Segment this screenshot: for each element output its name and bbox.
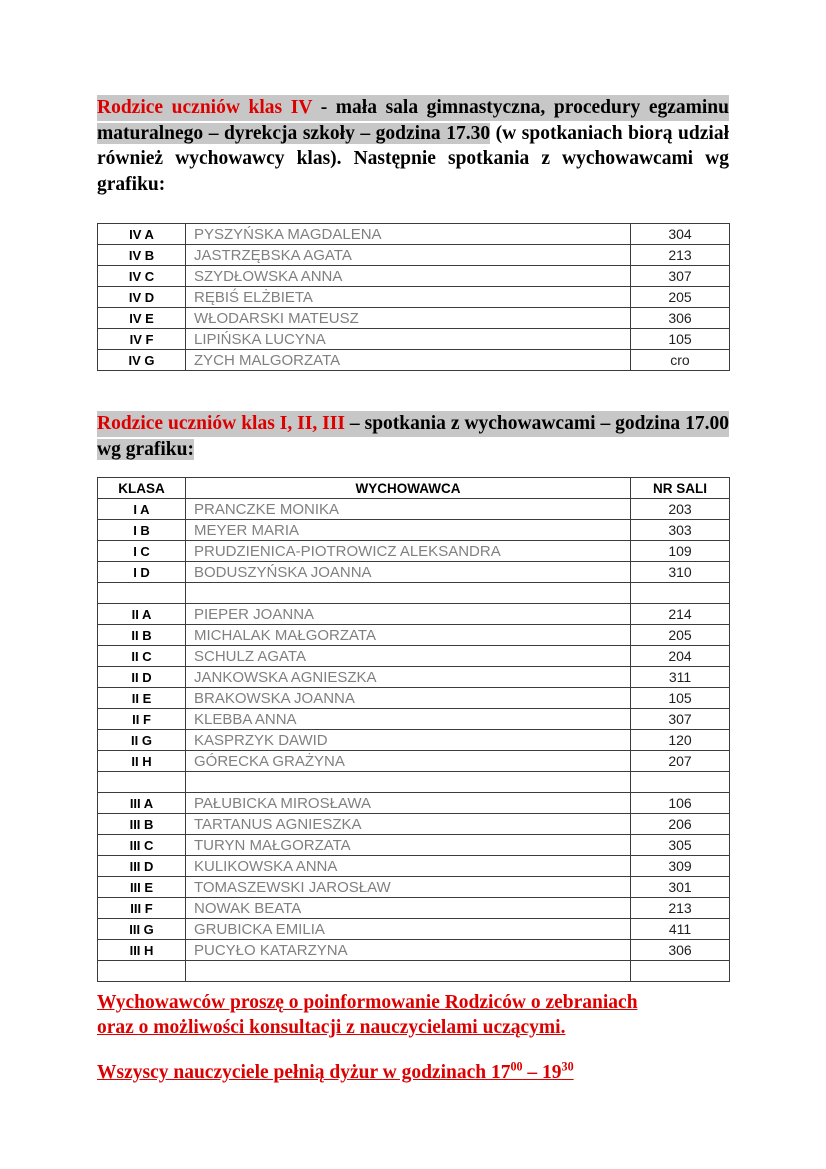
table-row [98, 877, 730, 898]
class-cell: IV G [98, 350, 186, 371]
teacher-cell: NOWAK BEATA [186, 898, 631, 919]
class-cell: I D [98, 562, 186, 583]
teacher-cell: SZYDŁOWSKA ANNA [186, 266, 631, 287]
room-cell: 205 [631, 625, 730, 646]
header-nr-sali: NR SALI [631, 478, 730, 499]
table-row [98, 287, 730, 308]
table-row [98, 266, 730, 287]
room-cell: 109 [631, 541, 730, 562]
class-cell: IV C [98, 266, 186, 287]
teacher-cell: MICHALAK MAŁGORZATA [186, 625, 631, 646]
heading-klas-iv [97, 95, 729, 197]
teacher-cell: TURYN MAŁGORZATA [186, 835, 631, 856]
room-cell: 304 [631, 224, 730, 245]
teacher-cell: PYSZYŃSKA MAGDALENA [186, 224, 631, 245]
teacher-cell: WŁODARSKI MATEUSZ [186, 308, 631, 329]
room-cell: 214 [631, 604, 730, 625]
table-row [98, 245, 730, 266]
heading-all-line2-highlight: wg grafiku: [97, 438, 194, 460]
room-cell: 213 [631, 898, 730, 919]
table-row [98, 709, 730, 730]
heading-all-line1 [97, 411, 729, 437]
class-cell: III H [98, 940, 186, 961]
teacher-cell: TARTANUS AGNIESZKA [186, 814, 631, 835]
room-cell: 307 [631, 709, 730, 730]
teacher-cell: PRUDZIENICA-PIOTROWICZ ALEKSANDRA [186, 541, 631, 562]
heading-all-red-text: Rodzice uczniów klas I, II, III [97, 413, 345, 434]
class-cell: IV A [98, 224, 186, 245]
room-cell: 307 [631, 266, 730, 287]
heading-iv-line2 [97, 121, 729, 147]
table-row [98, 961, 730, 982]
class-cell: II E [98, 688, 186, 709]
teacher-cell [186, 961, 631, 982]
class-cell: I B [98, 520, 186, 541]
class-cell [98, 583, 186, 604]
teacher-cell: LIPIŃSKA LUCYNA [186, 329, 631, 350]
heading-all-line2 [97, 437, 729, 463]
table-header-row [98, 478, 730, 499]
room-cell: 301 [631, 877, 730, 898]
class-cell: III E [98, 877, 186, 898]
class-cell [98, 961, 186, 982]
duty-end-superscript: 30 [561, 1059, 574, 1074]
footer-note-line1: Wychowawców proszę o poinformowanie Rodziców o zebraniach [97, 992, 638, 1013]
teacher-cell: KASPRZYK DAWID [186, 730, 631, 751]
table-row [98, 751, 730, 772]
class-cell [98, 772, 186, 793]
class-cell: II F [98, 709, 186, 730]
duty-prefix: Wszyscy nauczyciele pełnią dyżur w godzinach 17 [97, 1062, 511, 1083]
class-cell: III B [98, 814, 186, 835]
class-cell: I A [98, 499, 186, 520]
class-cell: II A [98, 604, 186, 625]
heading-iv-red-text: Rodzice uczniów klas IV [97, 97, 321, 118]
table-row [98, 814, 730, 835]
table-row [98, 224, 730, 245]
teacher-cell: TOMASZEWSKI JAROSŁAW [186, 877, 631, 898]
header-klasa: KLASA [98, 478, 186, 499]
room-cell: 311 [631, 667, 730, 688]
room-cell: 203 [631, 499, 730, 520]
table-row [98, 604, 730, 625]
teacher-cell: SCHULZ AGATA [186, 646, 631, 667]
room-cell: 306 [631, 940, 730, 961]
room-cell: 310 [631, 562, 730, 583]
table-row [98, 688, 730, 709]
room-cell: 303 [631, 520, 730, 541]
class-cell: I C [98, 541, 186, 562]
table-row [98, 898, 730, 919]
table-row [98, 308, 730, 329]
duty-start-superscript: 00 [510, 1059, 523, 1074]
room-cell: 205 [631, 287, 730, 308]
table-row [98, 919, 730, 940]
class-cell: II G [98, 730, 186, 751]
class-cell: III C [98, 835, 186, 856]
heading-iv-line4: grafiku: [97, 173, 166, 195]
heading-iv-line3: również wychowawcy klas). Następnie spotkania z wychowawcami wg [97, 148, 729, 169]
heading-iv-line1-rest: - mała sala gimnastyczna, procedury egzaminu [320, 97, 729, 118]
room-cell: 206 [631, 814, 730, 835]
table-row [98, 793, 730, 814]
table-row [98, 625, 730, 646]
teacher-cell: GRUBICKA EMILIA [186, 919, 631, 940]
teacher-cell: BRAKOWSKA JOANNA [186, 688, 631, 709]
footer-note [97, 990, 729, 1040]
table-row [98, 646, 730, 667]
room-cell: 213 [631, 245, 730, 266]
teacher-cell [186, 583, 631, 604]
table-row [98, 350, 730, 371]
class-cell: III F [98, 898, 186, 919]
table-row [98, 835, 730, 856]
table-row [98, 667, 730, 688]
room-cell: 305 [631, 835, 730, 856]
room-cell: 105 [631, 688, 730, 709]
class-cell: IV F [98, 329, 186, 350]
heading-iv-line1 [97, 95, 729, 121]
header-wychowawca: WYCHOWAWCA [186, 478, 631, 499]
heading-all-line1-rest: – spotkania z wychowawcami – godzina 17.00 [344, 413, 729, 434]
teacher-cell: BODUSZYŃSKA JOANNA [186, 562, 631, 583]
class-cell: IV E [98, 308, 186, 329]
table-row [98, 730, 730, 751]
table-row [98, 499, 730, 520]
room-cell: 120 [631, 730, 730, 751]
teacher-cell: PAŁUBICKA MIROSŁAWA [186, 793, 631, 814]
table-row [98, 856, 730, 877]
teacher-cell: RĘBIŚ ELŻBIETA [186, 287, 631, 308]
teacher-cell: KLEBBA ANNA [186, 709, 631, 730]
room-cell: 411 [631, 919, 730, 940]
room-cell: 207 [631, 751, 730, 772]
class-cell: III D [98, 856, 186, 877]
class-cell: IV D [98, 287, 186, 308]
table-row [98, 520, 730, 541]
room-cell: 105 [631, 329, 730, 350]
room-cell: 309 [631, 856, 730, 877]
room-cell [631, 772, 730, 793]
teacher-cell: JANKOWSKA AGNIESZKA [186, 667, 631, 688]
class-cell: III G [98, 919, 186, 940]
class-cell: II B [98, 625, 186, 646]
table-row [98, 940, 730, 961]
room-cell: cro [631, 350, 730, 371]
table-row [98, 562, 730, 583]
class-cell: II H [98, 751, 186, 772]
teacher-cell [186, 772, 631, 793]
heading-iv-line2-rest: (w spotkaniach biorą udział [490, 122, 729, 144]
table-row [98, 329, 730, 350]
teacher-cell: KULIKOWSKA ANNA [186, 856, 631, 877]
heading-iv-line2-highlight: maturalnego – dyrekcja szkoły – godzina 17.30 [97, 122, 491, 144]
teacher-cell: PUCYŁO KATARZYNA [186, 940, 631, 961]
class-cell: II C [98, 646, 186, 667]
room-cell: 204 [631, 646, 730, 667]
room-cell: 106 [631, 793, 730, 814]
class-cell: IV B [98, 245, 186, 266]
teacher-cell: JASTRZĘBSKA AGATA [186, 245, 631, 266]
table-row [98, 541, 730, 562]
table-row [98, 772, 730, 793]
room-cell [631, 583, 730, 604]
duty-hours-text [97, 1059, 574, 1083]
teacher-cell: PRANCZKE MONIKA [186, 499, 631, 520]
class-cell: II D [98, 667, 186, 688]
duty-hours-note [97, 1059, 729, 1084]
table-klasy-iv [97, 223, 730, 371]
teacher-cell: GÓRECKA GRAŻYNA [186, 751, 631, 772]
room-cell: 306 [631, 308, 730, 329]
table-klasy-i-ii-iii [97, 477, 730, 982]
table-row [98, 583, 730, 604]
duty-dash: – 19 [522, 1062, 562, 1083]
heading-klas-i-ii-iii [97, 411, 729, 462]
teacher-cell: PIEPER JOANNA [186, 604, 631, 625]
class-cell: III A [98, 793, 186, 814]
room-cell [631, 961, 730, 982]
teacher-cell: MEYER MARIA [186, 520, 631, 541]
footer-note-line2: oraz o możliwości konsultacji z nauczycielami uczącymi. [97, 1017, 566, 1038]
teacher-cell: ZYCH MALGORZATA [186, 350, 631, 371]
